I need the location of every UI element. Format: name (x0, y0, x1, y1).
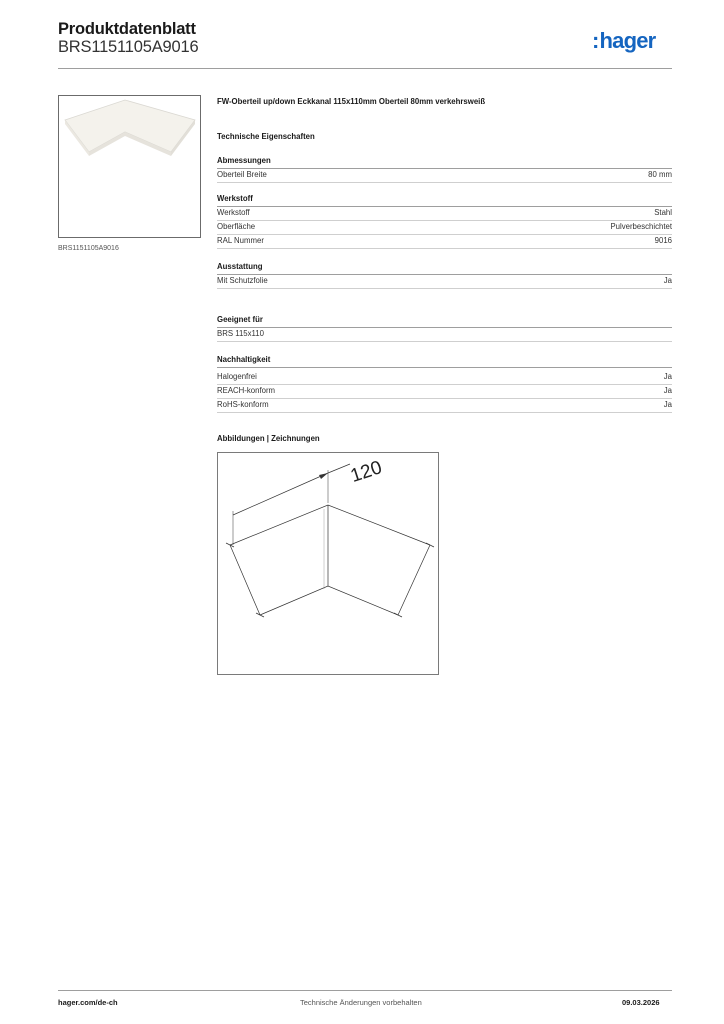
spec-row (217, 329, 672, 342)
image-caption: BRS1151105A9016 (58, 245, 119, 252)
spec-row (217, 208, 672, 221)
spec-value: Ja (663, 372, 672, 381)
technical-heading: Technische Eigenschaften (217, 132, 315, 141)
logo-text: hager (599, 28, 656, 53)
technical-drawing (217, 452, 439, 675)
footer-date: 09.03.2026 (622, 998, 660, 1007)
spec-label: Mit Schutzfolie (217, 276, 268, 285)
spec-value: Ja (663, 400, 672, 409)
group-title-abmessungen: Abmessungen (217, 156, 672, 169)
spec-row (217, 386, 672, 399)
spec-row (217, 400, 672, 413)
spec-value: Ja (663, 386, 672, 395)
logo-colon-icon: : (592, 28, 599, 53)
corner-dimension-drawing-icon (218, 453, 438, 674)
spec-row (217, 222, 672, 235)
hager-logo (592, 28, 655, 54)
spec-row (217, 170, 672, 183)
spec-label: REACH-konform (217, 386, 276, 395)
spec-row (217, 276, 672, 289)
spec-label: Werkstoff (217, 208, 250, 217)
drawings-heading: Abbildungen | Zeichnungen (217, 434, 320, 443)
group-title-ausstattung: Ausstattung (217, 262, 672, 275)
document-title: Produktdatenblatt (58, 20, 196, 38)
spec-label: RAL Nummer (217, 236, 264, 245)
spec-value: 80 mm (648, 170, 672, 179)
spec-label: Halogenfrei (217, 372, 257, 381)
corner-duct-cover-icon (59, 96, 200, 237)
group-title-geeignet-fuer: Geeignet für (217, 315, 672, 328)
spec-label: Oberteil Breite (217, 170, 267, 179)
footer-website: hager.com/de-ch (58, 998, 118, 1007)
spec-value: Stahl (654, 208, 672, 217)
spec-row (217, 372, 672, 385)
footer-divider (58, 990, 672, 991)
spec-label: BRS 115x110 (217, 329, 264, 338)
spec-row (217, 236, 672, 249)
group-title-werkstoff: Werkstoff (217, 194, 672, 207)
product-name: FW-Oberteil up/down Eckkanal 115x110mm Oberteil 80mm verkehrsweiß (217, 97, 486, 106)
footer-notice: Technische Änderungen vorbehalten (300, 998, 422, 1007)
product-image (58, 95, 201, 238)
article-number: BRS1151105A9016 (58, 38, 199, 56)
spec-value: 9016 (654, 236, 672, 245)
spec-value: Pulverbeschichtet (610, 222, 672, 231)
group-title-nachhaltigkeit: Nachhaltigkeit (217, 355, 672, 368)
header-divider (58, 68, 672, 69)
spec-label: Oberfläche (217, 222, 256, 231)
dimension-label: 120 (348, 457, 385, 487)
spec-label: RoHS-konform (217, 400, 269, 409)
spec-value: Ja (663, 276, 672, 285)
